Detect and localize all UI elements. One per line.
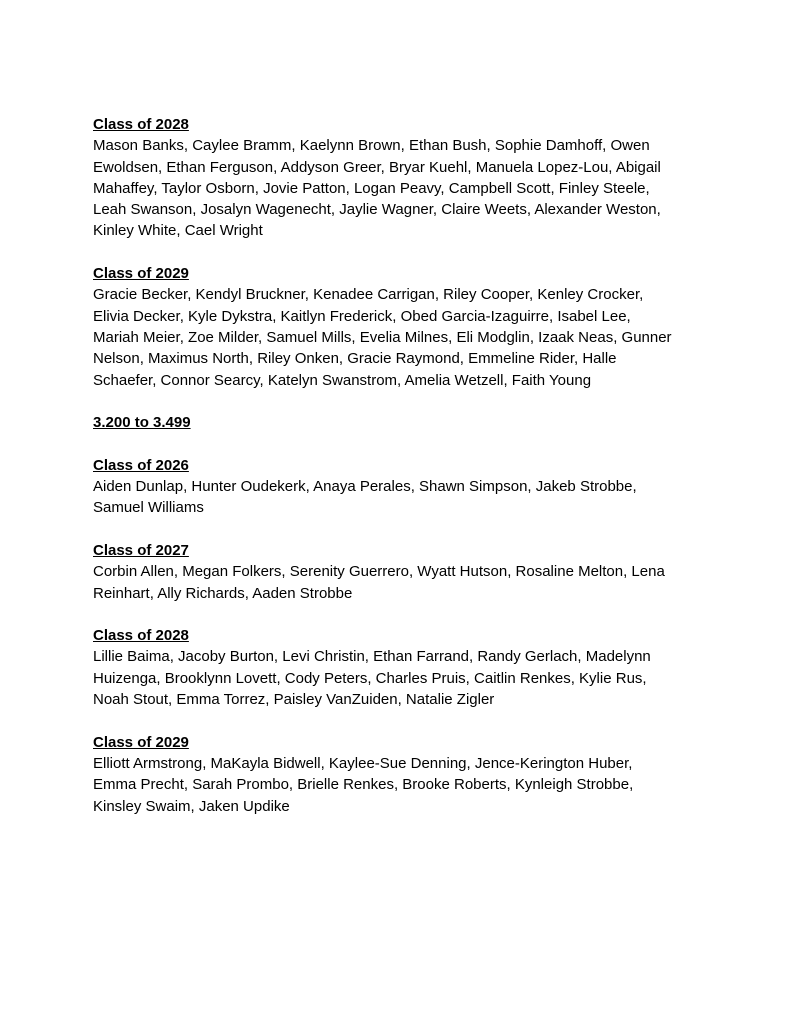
student-names-line: Kinley White, Cael Wright (93, 222, 263, 240)
honor-roll-section (93, 455, 733, 519)
student-names-line: Ewoldsen, Ethan Ferguson, Addyson Greer, Bryar Kuehl, Manuela Lopez-Lou, Abigail (93, 158, 661, 176)
honor-roll-section (93, 114, 733, 242)
section-heading: Class of 2028 (93, 116, 189, 133)
section-heading: Class of 2027 (93, 541, 189, 559)
student-names-line: Mariah Meier, Zoe Milder, Samuel Mills, Evelia Milnes, Eli Modglin, Izaak Neas, Gunner (93, 328, 672, 346)
student-names-line: Noah Stout, Emma Torrez, Paisley VanZuiden, Natalie Zigler (93, 691, 495, 709)
student-names-line: Elivia Decker, Kyle Dykstra, Kaitlyn Frederick, Obed Garcia-Izaguirre, Isabel Lee, (93, 307, 631, 325)
honor-roll-section (93, 625, 733, 710)
student-names-line: Kinsley Swaim, Jaken Updike (93, 797, 290, 815)
student-names-line: Nelson, Maximus North, Riley Onken, Gracie Raymond, Emmeline Rider, Halle (93, 350, 617, 368)
honor-roll-section (93, 412, 733, 433)
student-names-line: Leah Swanson, Josalyn Wagenecht, Jaylie Wagner, Claire Weets, Alexander Weston, (93, 201, 661, 219)
student-names-line: Reinhart, Ally Richards, Aaden Strobbe (93, 584, 353, 602)
student-names-line: Mahaffey, Taylor Osborn, Jovie Patton, Logan Peavy, Campbell Scott, Finley Steele, (93, 179, 650, 197)
student-names-line: Huizenga, Brooklynn Lovett, Cody Peters, Charles Pruis, Caitlin Renkes, Kylie Rus, (93, 669, 647, 687)
student-names-line: Aiden Dunlap, Hunter Oudekerk, Anaya Perales, Shawn Simpson, Jakeb Strobbe, (93, 478, 637, 496)
student-names-line: Lillie Baima, Jacoby Burton, Levi Christin, Ethan Farrand, Randy Gerlach, Madelynn (93, 648, 651, 666)
student-names-line: Gracie Becker, Kendyl Bruckner, Kenadee Carrigan, Riley Cooper, Kenley Crocker, (93, 286, 644, 304)
section-heading: Class of 2029 (93, 733, 189, 751)
student-names-line: Mason Banks, Caylee Bramm, Kaelynn Brown, Ethan Bush, Sophie Damhoff, Owen (93, 137, 650, 155)
student-names-line: Samuel Williams (93, 499, 204, 517)
section-heading: 3.200 to 3.499 (93, 414, 191, 432)
honor-roll-section (93, 540, 733, 604)
section-heading: Class of 2026 (93, 456, 189, 474)
honor-roll-section (93, 732, 733, 817)
section-heading: Class of 2028 (93, 627, 189, 645)
student-names-line: Emma Precht, Sarah Prombo, Brielle Renkes, Brooke Roberts, Kynleigh Strobbe, (93, 776, 634, 794)
document-page (93, 114, 733, 838)
section-heading: Class of 2029 (93, 265, 189, 283)
student-names-line: Elliott Armstrong, MaKayla Bidwell, Kaylee-Sue Denning, Jence-Kerington Huber, (93, 754, 633, 772)
student-names-line: Corbin Allen, Megan Folkers, Serenity Guerrero, Wyatt Hutson, Rosaline Melton, Lena (93, 563, 665, 581)
honor-roll-section (93, 263, 733, 391)
student-names-line: Schaefer, Connor Searcy, Katelyn Swanstrom, Amelia Wetzell, Faith Young (93, 371, 592, 389)
